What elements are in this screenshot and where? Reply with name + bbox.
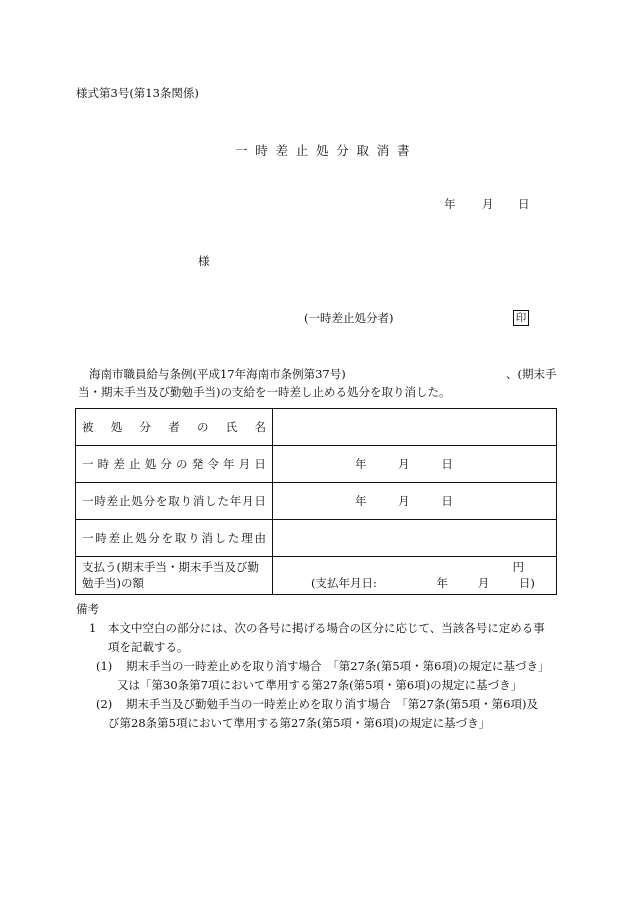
label-char: 年 [223,457,235,471]
label-char: し [214,531,227,545]
body-line-1-left: 海南市職員給与条例(平成17年海南市条例第37号) [89,367,346,381]
label-char: 分 [160,457,172,471]
row-label-amount [76,557,273,595]
label-char: 由 [254,531,266,545]
seal-text: 印 [513,310,529,326]
label-char: 分 [139,420,151,434]
addressee-suffix: 様 [198,254,210,268]
label-char: 名 [254,420,266,434]
issue-date-month: 月 [398,457,410,471]
label-char: 止 [121,531,134,545]
pay-date-label: (支払年月日: [311,575,377,590]
label-char: 差 [113,457,125,471]
value-amount[interactable] [273,557,557,595]
label-char: 月 [242,494,254,508]
label-char: の [197,420,209,434]
remarks-heading: 備考 [76,602,99,616]
remark-1-number: 1 [89,621,97,635]
body-line-1-right: 、(期末手 [506,367,557,381]
sub-1-line-1: 期末手当の一時差止めを取り消す場合 「第27条(第5項・第6項)の規定に基づき」 [126,659,550,673]
seal-mark [513,310,529,326]
pay-date-day: 日) [518,575,535,590]
label-char: 時 [94,494,106,508]
label-char: 分 [143,494,156,508]
table-row [76,446,557,483]
date-year: 年 [444,197,456,211]
label-char: 者 [168,420,180,434]
label-char: た [227,531,240,545]
table-row [76,483,557,520]
label-char: 令 [207,457,219,471]
sub-1-line-2: 又は「第30条第7項において準用する第27条(第5項・第6項)の規定に基づき」 [117,678,523,692]
issue-date-year: 年 [355,457,367,471]
label-char: 取 [168,494,180,508]
label-char: 処 [110,420,123,434]
label-char: 止 [129,457,141,471]
label-char: 月 [238,457,251,471]
cancel-date-month: 月 [398,494,410,508]
remark-1-line-2: 項を記載する。 [108,640,189,654]
label-char: 理 [241,531,253,545]
table-row [76,557,557,595]
label-char: 発 [191,457,204,471]
amount-yen: 円 [512,559,524,574]
label-char: り [188,531,200,545]
label-char: 差 [106,494,119,508]
pay-date-month: 月 [477,575,490,590]
label-char: 一 [82,531,94,545]
label-char: 止 [118,494,131,508]
label-char: 分 [148,531,160,545]
form-table [75,408,557,595]
label-char: 日 [254,457,266,471]
row-label-name [76,409,273,446]
label-char: 日 [254,494,266,508]
amount-label-line-1: 支払う(期末手当・期末手当及び勤 [82,559,259,574]
label-char: た [217,494,229,508]
label-char: 消 [192,494,205,508]
row-label-issue-date [76,446,273,483]
row-label-reason [76,520,273,557]
label-char: し [205,494,217,508]
label-char: 処 [131,494,143,508]
sub-2-line-2: び第28条第5項において準用する第27条(第5項・第6項)の規定に基づき」 [108,716,491,730]
cancel-date-year: 年 [355,494,367,508]
label-char: を [155,494,168,508]
label-char: 処 [144,457,157,471]
value-issue-date[interactable] [273,446,557,483]
form-number: 様式第3号(第13条関係) [76,86,199,100]
table-row [76,409,557,446]
label-char: 時 [97,457,110,471]
label-char: 取 [174,531,187,545]
sub-1-number: (1) [96,659,113,673]
label-char: り [180,494,192,508]
date-day: 日 [518,197,530,211]
date-month: 月 [482,197,494,211]
label-char: の [176,457,188,471]
label-char: 消 [201,531,213,545]
label-char: 氏 [225,420,238,434]
value-cancel-date[interactable] [273,483,557,520]
cancel-date-day: 日 [441,494,453,508]
label-char: 処 [135,531,147,545]
label-chars-cancel-date [82,493,266,509]
label-char: 時 [95,531,107,545]
body-line-2: 当・期末手当及び勤勉手当)の支給を一時差し止める処分を取り消した。 [78,385,451,399]
row-label-cancel-date [76,483,273,520]
label-char: 年 [229,494,242,508]
sub-2-number: (2) [96,697,113,711]
label-chars-reason [82,530,266,546]
label-chars-issue-date [82,456,266,472]
value-name[interactable] [273,409,557,446]
sub-2-line-1: 期末手当及び勤勉手当の一時差止めを取り消す場合 「第27条(第5項・第6項)及 [126,697,538,711]
label-chars-name [82,419,266,435]
table-row [76,520,557,557]
label-char: 一 [82,457,94,471]
label-char: 被 [82,420,94,434]
pay-date-line [279,576,550,592]
amount-label-line-2: 勉手当)の額 [82,575,144,590]
document-title: 一時差止処分取消書 [235,143,418,158]
remark-1-line-1: 本文中空白の部分には、次の各号に掲げる場合の区分に応じて、当該各号に定める事 [108,621,545,635]
label-char: を [161,531,174,545]
label-char: 一 [82,494,94,508]
pay-date-year: 年 [436,575,449,590]
issuer-label: (一時差止処分者) [304,311,394,325]
issue-date-day: 日 [441,457,453,471]
value-reason[interactable] [273,520,557,557]
label-char: 差 [108,531,121,545]
